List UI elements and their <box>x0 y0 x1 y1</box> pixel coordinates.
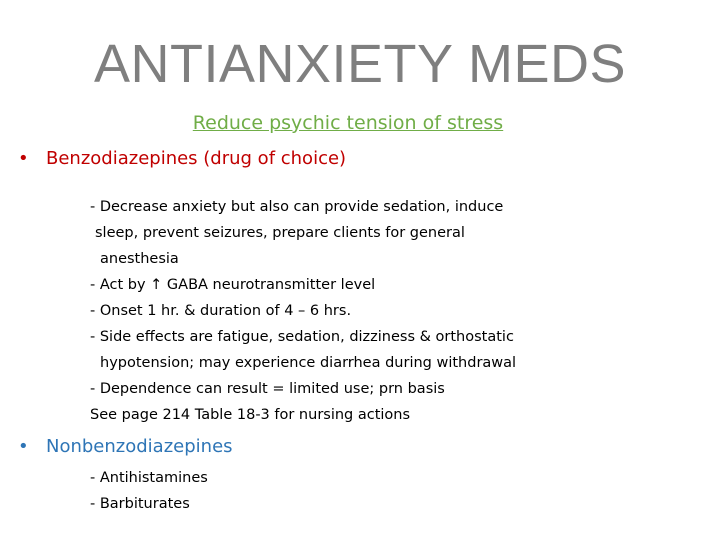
detail-line: - Antihistamines <box>90 470 208 486</box>
detail-line: hypotension; may experience diarrhea during withdrawal <box>100 355 517 371</box>
bullet-heading-benzodiazepines: Benzodiazepines (drug of choice) <box>46 148 347 169</box>
detail-line: - Act by ↑ GABA neurotransmitter level <box>90 277 376 293</box>
bullet-nonbenzodiazepines <box>18 435 233 459</box>
detail-line: - Onset 1 hr. & duration of 4 – 6 hrs. <box>90 303 352 319</box>
detail-line: - Side effects are fatigue, sedation, dizziness & orthostatic <box>90 329 514 345</box>
detail-line: - Dependence can result = limited use; prn basis <box>90 381 445 397</box>
slide-subtitle: Reduce psychic tension of stress <box>192 112 504 134</box>
bullet-benzodiazepines <box>18 147 346 171</box>
detail-line: - Decrease anxiety but also can provide sedation, induce <box>90 199 504 215</box>
bullet-dot: • <box>18 436 29 457</box>
detail-line: See page 214 Table 18-3 for nursing actions <box>90 407 411 423</box>
detail-line: sleep, prevent seizures, prepare clients for general <box>95 225 465 241</box>
bullet-dot: • <box>18 148 29 169</box>
benzodiazepines-details <box>90 194 516 428</box>
detail-line: anesthesia <box>100 251 179 267</box>
detail-line: - Barbiturates <box>90 496 190 512</box>
slide-title: ANTIANXIETY MEDS <box>93 34 627 94</box>
bullet-heading-nonbenzodiazepines: Nonbenzodiazepines <box>46 436 233 457</box>
nonbenzodiazepines-details <box>90 465 208 517</box>
